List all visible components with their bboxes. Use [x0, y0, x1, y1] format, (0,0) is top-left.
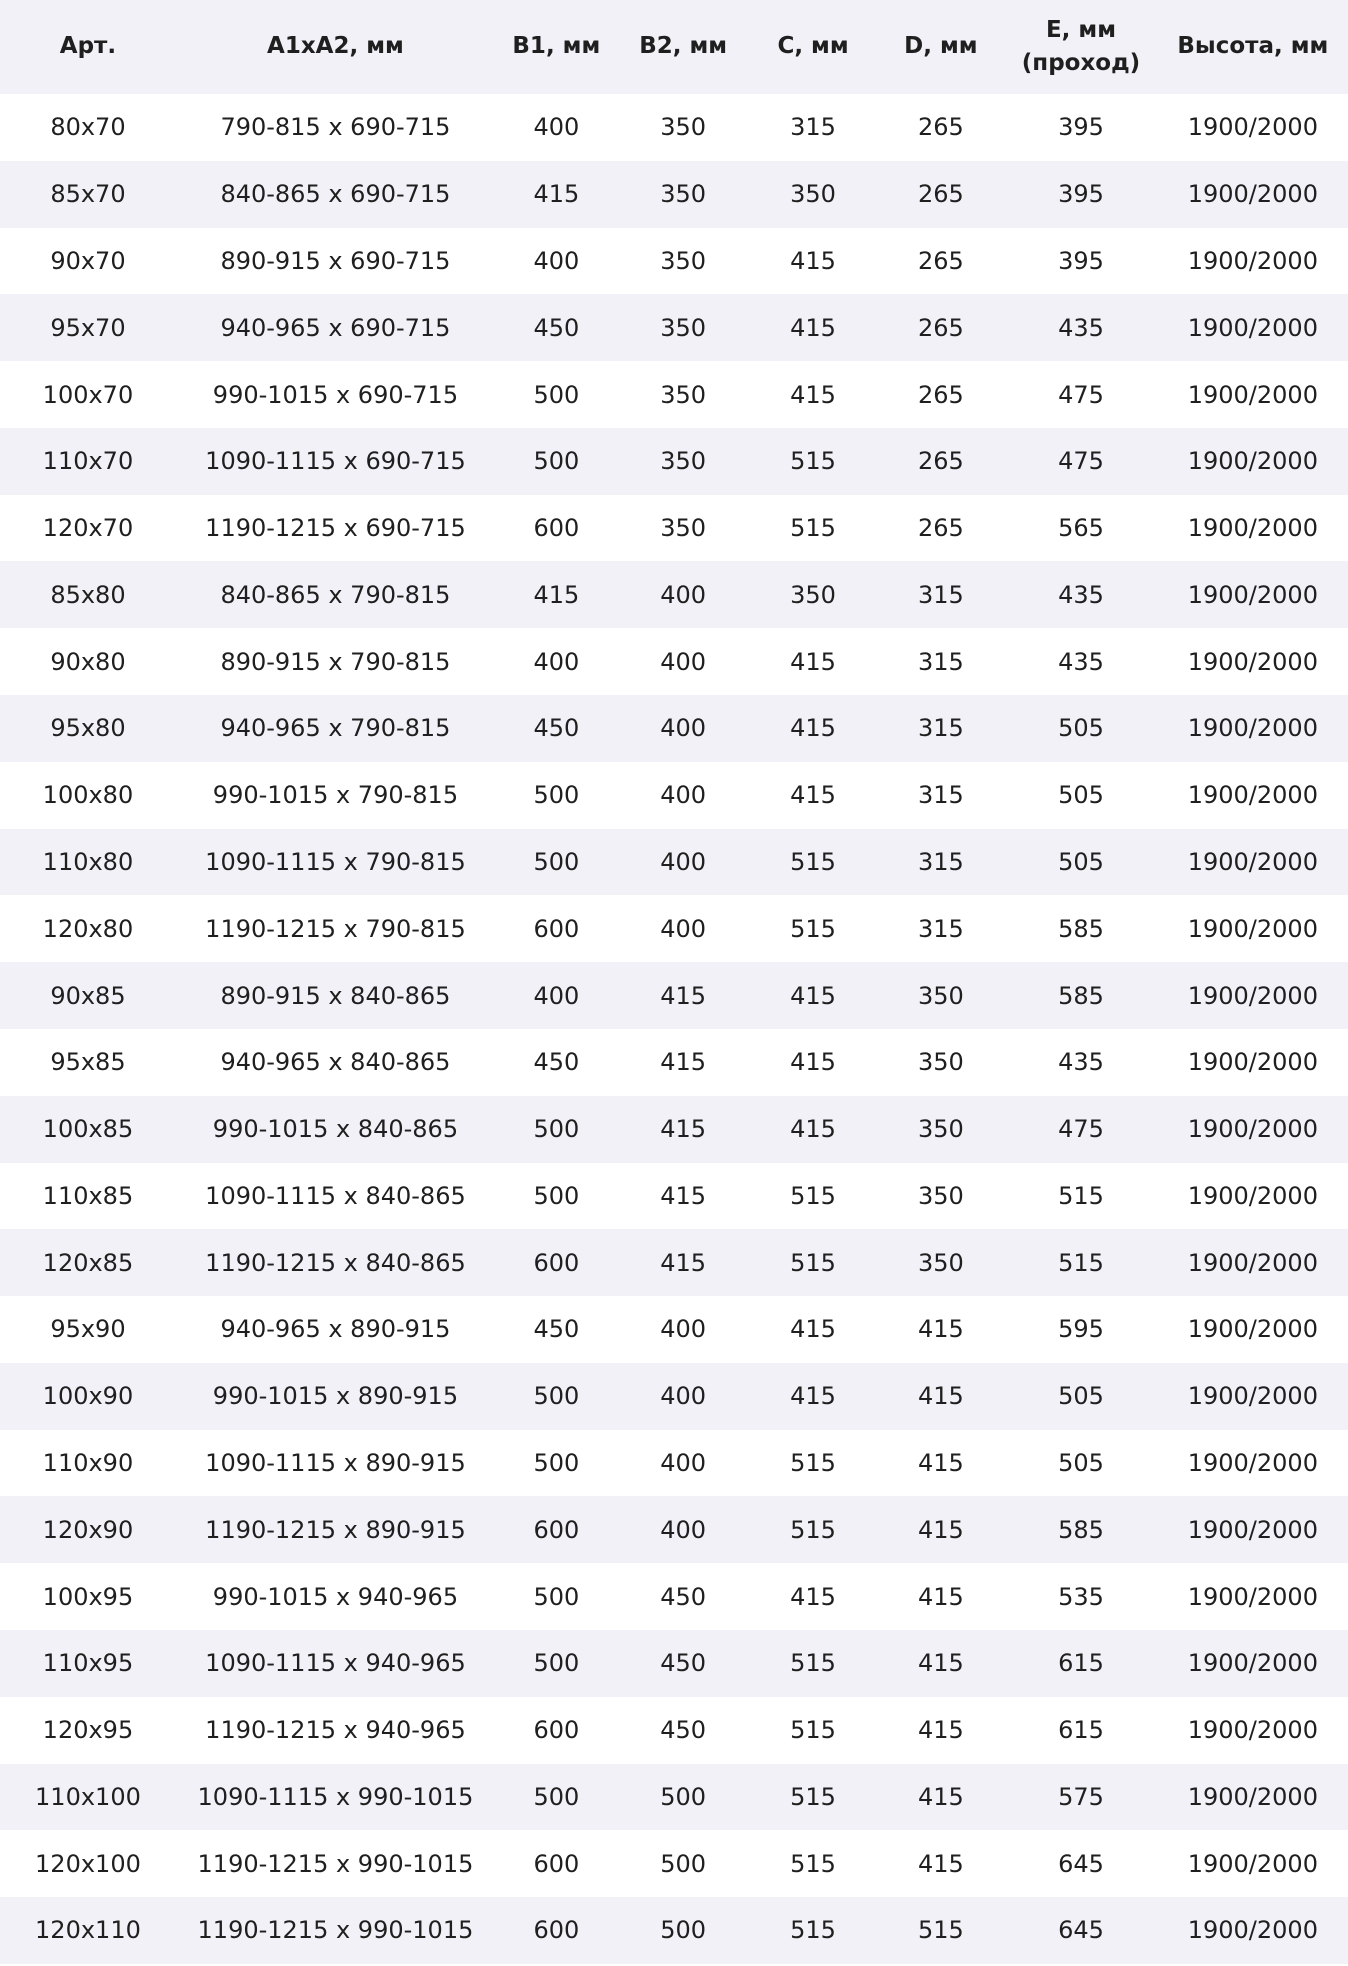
cell-d: 350: [917, 1248, 964, 1277]
cell-e: 435: [1058, 313, 1104, 342]
cell-art: 110x100: [35, 1782, 141, 1811]
table-body: [0, 94, 1348, 1964]
header-a1a2: A1xA2, мм: [267, 33, 404, 60]
header-e: [1004, 0, 1157, 94]
header-b2: B2, мм: [639, 33, 728, 60]
table-row: [0, 1296, 1348, 1363]
cell-a1a2: 1090-1115 x 690-715: [205, 447, 466, 476]
cell-b2: 400: [660, 647, 707, 676]
cell-b1: 450: [533, 1048, 580, 1077]
cell-b1: 500: [533, 1649, 580, 1678]
header-b1: B1, мм: [512, 33, 601, 60]
cell-c: 415: [790, 380, 836, 409]
cell-a1a2: 1190-1215 x 690-715: [205, 514, 466, 543]
cell-height: 1900/2000: [1187, 914, 1318, 943]
table-row: [0, 1563, 1348, 1630]
cell-d: 415: [917, 1582, 964, 1611]
table-row: [0, 895, 1348, 962]
cell-b1: 600: [533, 1849, 580, 1878]
cell-a1a2: 840-865 x 690-715: [220, 180, 451, 209]
cell-e: 515: [1058, 1248, 1104, 1277]
cell-b1: 500: [533, 1449, 580, 1478]
header-art: Арт.: [59, 33, 117, 60]
cell-height: 1900/2000: [1187, 1782, 1318, 1811]
cell-c: 415: [790, 1115, 836, 1144]
cell-d: 515: [917, 1916, 964, 1945]
cell-b2: 400: [660, 1449, 707, 1478]
header-height: Высота, мм: [1177, 33, 1329, 60]
cell-b1: 450: [533, 313, 580, 342]
cell-d: 315: [917, 847, 964, 876]
cell-height: 1900/2000: [1187, 1515, 1318, 1544]
cell-a1a2: 940-965 x 840-865: [220, 1048, 451, 1077]
cell-c: 415: [790, 1382, 836, 1411]
cell-a1a2: 840-865 x 790-815: [220, 580, 451, 609]
cell-b2: 400: [660, 781, 707, 810]
cell-d: 265: [917, 180, 964, 209]
cell-art: 120x90: [42, 1515, 134, 1544]
table-row: [0, 495, 1348, 562]
cell-art: 120x80: [42, 914, 134, 943]
cell-a1a2: 990-1015 x 940-965: [212, 1582, 459, 1611]
cell-b2: 450: [660, 1582, 707, 1611]
cell-art: 95x85: [50, 1048, 126, 1077]
cell-c: 515: [790, 1916, 836, 1945]
cell-height: 1900/2000: [1187, 1582, 1318, 1611]
cell-art: 85x80: [50, 580, 126, 609]
cell-b2: 350: [660, 514, 707, 543]
cell-c: 415: [790, 246, 836, 275]
cell-e: 395: [1058, 246, 1104, 275]
cell-c: 415: [790, 647, 836, 676]
cell-art: 90x85: [50, 981, 126, 1010]
cell-e: 505: [1058, 1382, 1104, 1411]
cell-c: 515: [790, 514, 836, 543]
cell-e: 535: [1058, 1582, 1104, 1611]
cell-a1a2: 1190-1215 x 940-965: [205, 1716, 466, 1745]
cell-b2: 450: [660, 1716, 707, 1745]
cell-c: 350: [790, 180, 836, 209]
cell-art: 120x110: [35, 1916, 141, 1945]
table-row: [0, 962, 1348, 1029]
cell-b2: 350: [660, 380, 707, 409]
cell-height: 1900/2000: [1187, 1649, 1318, 1678]
cell-d: 265: [917, 447, 964, 476]
cell-height: 1900/2000: [1187, 847, 1318, 876]
cell-b2: 350: [660, 246, 707, 275]
cell-height: 1900/2000: [1187, 180, 1318, 209]
cell-e: 595: [1058, 1315, 1104, 1344]
cell-height: 1900/2000: [1187, 580, 1318, 609]
cell-e: 475: [1058, 1115, 1104, 1144]
table-row: [0, 161, 1348, 228]
cell-b2: 415: [660, 1181, 707, 1210]
table-row: [0, 1697, 1348, 1764]
cell-a1a2: 790-815 x 690-715: [220, 113, 451, 142]
cell-b1: 600: [533, 1916, 580, 1945]
cell-b1: 600: [533, 1248, 580, 1277]
cell-b2: 415: [660, 981, 707, 1010]
cell-c: 515: [790, 1649, 836, 1678]
cell-art: 120x85: [42, 1248, 134, 1277]
table-row: [0, 1229, 1348, 1296]
table-row: [0, 1630, 1348, 1697]
cell-e: 565: [1058, 514, 1104, 543]
cell-c: 415: [790, 781, 836, 810]
cell-c: 515: [790, 1181, 836, 1210]
table-row: [0, 1163, 1348, 1230]
header-c: C, мм: [777, 33, 849, 60]
cell-c: 350: [790, 580, 836, 609]
cell-b2: 415: [660, 1048, 707, 1077]
cell-c: 515: [790, 914, 836, 943]
cell-art: 90x80: [50, 647, 126, 676]
cell-b1: 500: [533, 781, 580, 810]
cell-b1: 600: [533, 1515, 580, 1544]
cell-b1: 500: [533, 1382, 580, 1411]
cell-a1a2: 1190-1215 x 990-1015: [197, 1916, 474, 1945]
table-row: [0, 94, 1348, 161]
cell-a1a2: 940-965 x 790-815: [220, 714, 451, 743]
cell-a1a2: 1090-1115 x 790-815: [205, 847, 466, 876]
cell-c: 415: [790, 714, 836, 743]
cell-a1a2: 1190-1215 x 890-915: [205, 1515, 466, 1544]
cell-height: 1900/2000: [1187, 781, 1318, 810]
cell-b2: 400: [660, 1315, 707, 1344]
cell-height: 1900/2000: [1187, 1849, 1318, 1878]
cell-c: 515: [790, 1449, 836, 1478]
cell-a1a2: 1090-1115 x 940-965: [205, 1649, 466, 1678]
cell-b1: 450: [533, 714, 580, 743]
cell-a1a2: 990-1015 x 840-865: [212, 1115, 459, 1144]
cell-e: 645: [1058, 1849, 1104, 1878]
cell-art: 95x90: [50, 1315, 126, 1344]
cell-e: 475: [1058, 380, 1104, 409]
cell-b2: 415: [660, 1115, 707, 1144]
cell-b1: 415: [533, 180, 580, 209]
cell-b2: 400: [660, 580, 707, 609]
cell-d: 265: [917, 113, 964, 142]
cell-c: 515: [790, 1515, 836, 1544]
header-d: D, мм: [904, 33, 978, 60]
header-row: [0, 0, 1348, 94]
cell-a1a2: 1090-1115 x 840-865: [205, 1181, 466, 1210]
table-row: [0, 628, 1348, 695]
table-row: [0, 294, 1348, 361]
cell-a1a2: 1190-1215 x 840-865: [205, 1248, 466, 1277]
table-row: [0, 1496, 1348, 1563]
table-row: [0, 561, 1348, 628]
table-row: [0, 428, 1348, 495]
cell-a1a2: 1090-1115 x 890-915: [205, 1449, 466, 1478]
cell-b1: 500: [533, 447, 580, 476]
table-row: [0, 1029, 1348, 1096]
cell-height: 1900/2000: [1187, 447, 1318, 476]
cell-height: 1900/2000: [1187, 647, 1318, 676]
cell-e: 515: [1058, 1181, 1104, 1210]
cell-b2: 400: [660, 847, 707, 876]
cell-b1: 600: [533, 1716, 580, 1745]
cell-b2: 500: [660, 1849, 707, 1878]
cell-b2: 415: [660, 1248, 707, 1277]
cell-e: 615: [1058, 1716, 1104, 1745]
cell-d: 265: [917, 313, 964, 342]
cell-b1: 500: [533, 1782, 580, 1811]
table-row: [0, 762, 1348, 829]
cell-art: 110x70: [42, 447, 134, 476]
cell-c: 515: [790, 1782, 836, 1811]
cell-a1a2: 890-915 x 790-815: [220, 647, 451, 676]
cell-e: 505: [1058, 781, 1104, 810]
cell-height: 1900/2000: [1187, 1315, 1318, 1344]
cell-d: 415: [917, 1849, 964, 1878]
cell-a1a2: 990-1015 x 790-815: [212, 781, 459, 810]
cell-a1a2: 940-965 x 690-715: [220, 313, 451, 342]
cell-d: 315: [917, 714, 964, 743]
cell-height: 1900/2000: [1187, 714, 1318, 743]
cell-height: 1900/2000: [1187, 1181, 1318, 1210]
cell-c: 415: [790, 1315, 836, 1344]
cell-b2: 500: [660, 1782, 707, 1811]
header-e-passage: (проход): [1021, 50, 1141, 76]
cell-d: 265: [917, 380, 964, 409]
table-row: [0, 1096, 1348, 1163]
cell-d: 315: [917, 914, 964, 943]
cell-b1: 400: [533, 981, 580, 1010]
cell-d: 315: [917, 647, 964, 676]
cell-e: 615: [1058, 1649, 1104, 1678]
cell-a1a2: 990-1015 x 890-915: [212, 1382, 459, 1411]
cell-art: 110x85: [42, 1181, 134, 1210]
cell-d: 315: [917, 781, 964, 810]
cell-b1: 500: [533, 847, 580, 876]
cell-d: 350: [917, 981, 964, 1010]
cell-b1: 415: [533, 580, 580, 609]
cell-art: 100x70: [42, 380, 134, 409]
table-row: [0, 1830, 1348, 1897]
cell-art: 100x90: [42, 1382, 134, 1411]
cell-d: 415: [917, 1382, 964, 1411]
cell-art: 100x95: [42, 1582, 134, 1611]
cell-c: 315: [790, 113, 836, 142]
cell-e: 505: [1058, 847, 1104, 876]
table-row: [0, 1897, 1348, 1964]
cell-height: 1900/2000: [1187, 1916, 1318, 1945]
cell-height: 1900/2000: [1187, 1115, 1318, 1144]
cell-b1: 500: [533, 1582, 580, 1611]
cell-c: 515: [790, 1849, 836, 1878]
cell-c: 515: [790, 1716, 836, 1745]
cell-d: 415: [917, 1782, 964, 1811]
cell-a1a2: 1090-1115 x 990-1015: [197, 1782, 474, 1811]
cell-c: 415: [790, 1048, 836, 1077]
cell-d: 415: [917, 1515, 964, 1544]
cell-d: 415: [917, 1716, 964, 1745]
cell-e: 645: [1058, 1916, 1104, 1945]
cell-d: 415: [917, 1649, 964, 1678]
cell-height: 1900/2000: [1187, 113, 1318, 142]
cell-art: 90x70: [50, 246, 126, 275]
cell-b1: 400: [533, 647, 580, 676]
cell-art: 80x70: [50, 113, 126, 142]
table-row: [0, 1764, 1348, 1831]
cell-d: 315: [917, 580, 964, 609]
cell-b2: 400: [660, 714, 707, 743]
cell-art: 95x70: [50, 313, 126, 342]
cell-d: 350: [917, 1181, 964, 1210]
cell-b1: 500: [533, 380, 580, 409]
cell-art: 100x85: [42, 1115, 134, 1144]
cell-e: 585: [1058, 914, 1104, 943]
cell-b1: 600: [533, 914, 580, 943]
cell-e: 435: [1058, 1048, 1104, 1077]
cell-d: 350: [917, 1048, 964, 1077]
cell-b2: 350: [660, 113, 707, 142]
header-e-label: E, мм: [1045, 16, 1117, 43]
cell-height: 1900/2000: [1187, 1449, 1318, 1478]
cell-e: 505: [1058, 714, 1104, 743]
cell-e: 395: [1058, 113, 1104, 142]
cell-e: 435: [1058, 647, 1104, 676]
cell-c: 515: [790, 847, 836, 876]
cell-a1a2: 890-915 x 840-865: [220, 981, 451, 1010]
cell-b1: 500: [533, 1181, 580, 1210]
cell-b1: 400: [533, 246, 580, 275]
table-row: [0, 1430, 1348, 1497]
cell-b1: 400: [533, 113, 580, 142]
cell-height: 1900/2000: [1187, 246, 1318, 275]
table-row: [0, 228, 1348, 295]
cell-art: 110x80: [42, 847, 134, 876]
cell-c: 415: [790, 1582, 836, 1611]
cell-c: 415: [790, 981, 836, 1010]
cell-e: 435: [1058, 580, 1104, 609]
cell-b2: 400: [660, 1382, 707, 1411]
cell-art: 120x95: [42, 1716, 134, 1745]
cell-b1: 500: [533, 1115, 580, 1144]
cell-e: 575: [1058, 1782, 1104, 1811]
cell-height: 1900/2000: [1187, 1248, 1318, 1277]
table-row: [0, 829, 1348, 896]
cell-a1a2: 1190-1215 x 990-1015: [197, 1849, 474, 1878]
table-row: [0, 1363, 1348, 1430]
cell-height: 1900/2000: [1187, 1048, 1318, 1077]
cell-height: 1900/2000: [1187, 380, 1318, 409]
cell-a1a2: 990-1015 x 690-715: [212, 380, 459, 409]
cell-d: 415: [917, 1449, 964, 1478]
cell-b2: 450: [660, 1649, 707, 1678]
cell-b1: 450: [533, 1315, 580, 1344]
cell-height: 1900/2000: [1187, 514, 1318, 543]
cell-d: 265: [917, 514, 964, 543]
cell-e: 585: [1058, 981, 1104, 1010]
cell-b2: 400: [660, 1515, 707, 1544]
cell-art: 110x95: [42, 1649, 134, 1678]
cell-d: 415: [917, 1315, 964, 1344]
cell-art: 100x80: [42, 781, 134, 810]
cell-art: 110x90: [42, 1449, 134, 1478]
table-row: [0, 695, 1348, 762]
cell-e: 505: [1058, 1449, 1104, 1478]
cell-d: 265: [917, 246, 964, 275]
cell-art: 85x70: [50, 180, 126, 209]
cell-art: 120x100: [35, 1849, 141, 1878]
cell-a1a2: 1190-1215 x 790-815: [205, 914, 466, 943]
cell-e: 395: [1058, 180, 1104, 209]
cell-e: 475: [1058, 447, 1104, 476]
cell-height: 1900/2000: [1187, 1382, 1318, 1411]
cell-c: 415: [790, 313, 836, 342]
cell-art: 95x80: [50, 714, 126, 743]
table-header: [0, 0, 1348, 94]
cell-height: 1900/2000: [1187, 1716, 1318, 1745]
cell-d: 350: [917, 1115, 964, 1144]
cell-height: 1900/2000: [1187, 981, 1318, 1010]
cell-b2: 400: [660, 914, 707, 943]
cell-b2: 350: [660, 447, 707, 476]
cell-a1a2: 940-965 x 890-915: [220, 1315, 451, 1344]
cell-height: 1900/2000: [1187, 313, 1318, 342]
cell-a1a2: 890-915 x 690-715: [220, 246, 451, 275]
cell-e: 585: [1058, 1515, 1104, 1544]
cell-b2: 500: [660, 1916, 707, 1945]
cell-c: 515: [790, 1248, 836, 1277]
cell-b1: 600: [533, 514, 580, 543]
cell-c: 515: [790, 447, 836, 476]
table-row: [0, 361, 1348, 428]
cell-b2: 350: [660, 313, 707, 342]
cell-art: 120x70: [42, 514, 134, 543]
cell-b2: 350: [660, 180, 707, 209]
